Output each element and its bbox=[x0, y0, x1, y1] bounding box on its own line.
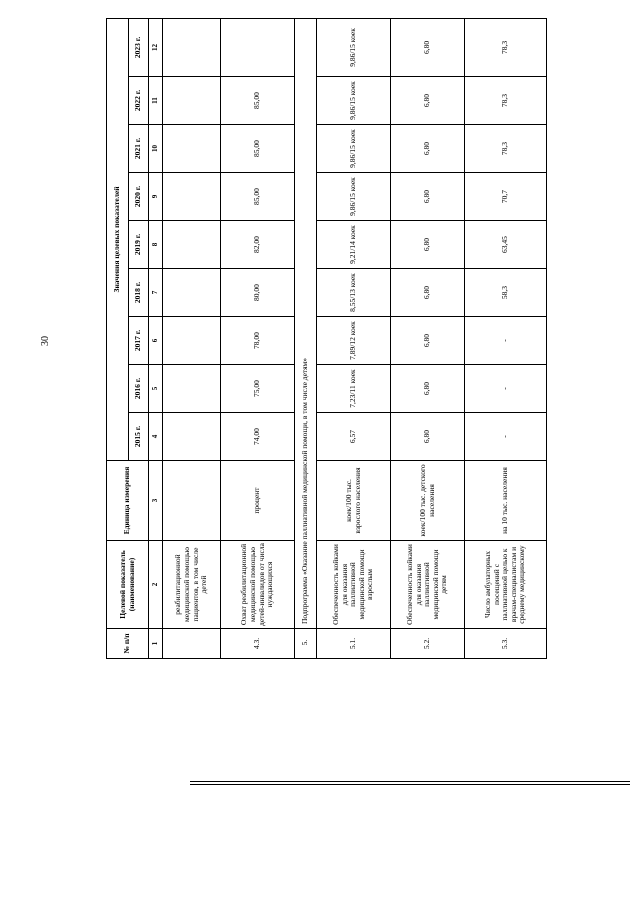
column-number: 10 bbox=[149, 125, 163, 173]
row-name: Обеспеченность койками для оказания паллиативной медицинской помощи взрослым bbox=[317, 541, 391, 629]
row-value: 9,21/14 коек bbox=[317, 221, 391, 269]
subprogram-title: Подпрограмма «Оказание паллиативной медицинской помощи, в том числе детям» bbox=[295, 18, 317, 628]
row-name: Число амбулаторных посещений с паллиативной целью к врачам-специалистам и среднему медицинскому bbox=[465, 541, 547, 629]
column-number: 11 bbox=[149, 77, 163, 125]
row-value: 70,7 bbox=[465, 173, 547, 221]
table-row bbox=[163, 18, 221, 658]
header-indicator: Целевой показатель (наименование) bbox=[107, 541, 149, 629]
row-num: 5.2. bbox=[391, 629, 465, 659]
row-value: - bbox=[465, 365, 547, 413]
row-value: 7,23/11 коек bbox=[317, 365, 391, 413]
year-header: 2016 г. bbox=[129, 365, 149, 413]
row-value bbox=[163, 173, 221, 221]
row-value: - bbox=[465, 413, 547, 461]
row-unit: на 10 тыс. населения bbox=[465, 461, 547, 541]
row-value: 6,80 bbox=[391, 125, 465, 173]
row-value: 6,80 bbox=[391, 413, 465, 461]
header-unit: Единица измерения bbox=[107, 461, 149, 541]
row-value bbox=[221, 18, 295, 76]
row-value: 6,80 bbox=[391, 77, 465, 125]
row-value: 78,3 bbox=[465, 77, 547, 125]
row-value: 82,00 bbox=[221, 221, 295, 269]
row-num: 4.3. bbox=[221, 629, 295, 659]
row-value: - bbox=[465, 317, 547, 365]
row-value: 6,80 bbox=[391, 221, 465, 269]
row-value: 85,00 bbox=[221, 125, 295, 173]
year-header: 2022 г. bbox=[129, 77, 149, 125]
row-value bbox=[163, 77, 221, 125]
row-value: 7,89/12 коек bbox=[317, 317, 391, 365]
row-value: 9,86/15 коек bbox=[317, 173, 391, 221]
year-header: 2015 г. bbox=[129, 413, 149, 461]
row-value bbox=[163, 221, 221, 269]
row-value: 6,80 bbox=[391, 173, 465, 221]
row-value: 9,86/15 коек bbox=[317, 125, 391, 173]
row-unit bbox=[163, 461, 221, 541]
table-row bbox=[465, 18, 547, 658]
column-number: 5 bbox=[149, 365, 163, 413]
table-row bbox=[221, 18, 295, 658]
subprogram-num: 5. bbox=[295, 629, 317, 659]
row-value: 78,00 bbox=[221, 317, 295, 365]
year-header: 2023 г. bbox=[129, 18, 149, 76]
row-value: 58,3 bbox=[465, 269, 547, 317]
indicators-table-rotated bbox=[106, 19, 528, 659]
table-row bbox=[317, 18, 391, 658]
row-value: 74,00 bbox=[221, 413, 295, 461]
row-value: 85,00 bbox=[221, 77, 295, 125]
row-unit: коек/100 тыс. взрослого населения bbox=[317, 461, 391, 541]
row-value: 6,80 bbox=[391, 18, 465, 76]
row-unit: процент bbox=[221, 461, 295, 541]
year-header: 2021 г. bbox=[129, 125, 149, 173]
row-unit: коек/100 тыс. детского населения bbox=[391, 461, 465, 541]
row-value bbox=[163, 317, 221, 365]
year-header: 2017 г. bbox=[129, 317, 149, 365]
row-value: 78,3 bbox=[465, 125, 547, 173]
column-number: 7 bbox=[149, 269, 163, 317]
row-num bbox=[163, 629, 221, 659]
column-number: 8 bbox=[149, 221, 163, 269]
row-name: Охват реабилитационной медицинской помощью детей-инвалидов от числа нуждающихся bbox=[221, 541, 295, 629]
row-value: 6,80 bbox=[391, 317, 465, 365]
row-value: 80,00 bbox=[221, 269, 295, 317]
row-value bbox=[163, 413, 221, 461]
row-value bbox=[163, 365, 221, 413]
column-number: 6 bbox=[149, 317, 163, 365]
row-value: 85,00 bbox=[221, 173, 295, 221]
year-header: 2020 г. bbox=[129, 173, 149, 221]
header-values-group: Значения целевых показателей bbox=[107, 18, 129, 460]
row-name: реабилитационной медицинской помощью пациентов, в том числе детей bbox=[163, 541, 221, 629]
row-num: 5.3. bbox=[465, 629, 547, 659]
header-num: № п/п bbox=[107, 629, 149, 659]
row-num: 5.1. bbox=[317, 629, 391, 659]
row-value: 63,45 bbox=[465, 221, 547, 269]
row-value bbox=[163, 125, 221, 173]
column-number: 1 bbox=[149, 629, 163, 659]
table-row bbox=[391, 18, 465, 658]
row-value: 9,86/15 коек bbox=[317, 77, 391, 125]
column-numbers-row bbox=[149, 18, 163, 658]
year-header: 2019 г. bbox=[129, 221, 149, 269]
column-number: 9 bbox=[149, 173, 163, 221]
indicators-table bbox=[106, 18, 547, 659]
row-value: 6,80 bbox=[391, 365, 465, 413]
page-number: 30 bbox=[40, 336, 51, 346]
row-value bbox=[163, 18, 221, 76]
year-header: 2018 г. bbox=[129, 269, 149, 317]
divider-line bbox=[190, 784, 630, 785]
row-value: 6,57 bbox=[317, 413, 391, 461]
column-number: 4 bbox=[149, 413, 163, 461]
row-name: Обеспеченность койками для оказания паллиативной медицинской помощи детям bbox=[391, 541, 465, 629]
row-value bbox=[163, 269, 221, 317]
row-value: 8,55/13 коек bbox=[317, 269, 391, 317]
row-value: 75,00 bbox=[221, 365, 295, 413]
row-value: 6,80 bbox=[391, 269, 465, 317]
row-value: 9,86/15 коек bbox=[317, 18, 391, 76]
column-number: 12 bbox=[149, 18, 163, 76]
subprogram-row bbox=[295, 18, 317, 658]
column-number: 2 bbox=[149, 541, 163, 629]
divider-line bbox=[190, 781, 630, 782]
row-value: 78,3 bbox=[465, 18, 547, 76]
column-number: 3 bbox=[149, 461, 163, 541]
